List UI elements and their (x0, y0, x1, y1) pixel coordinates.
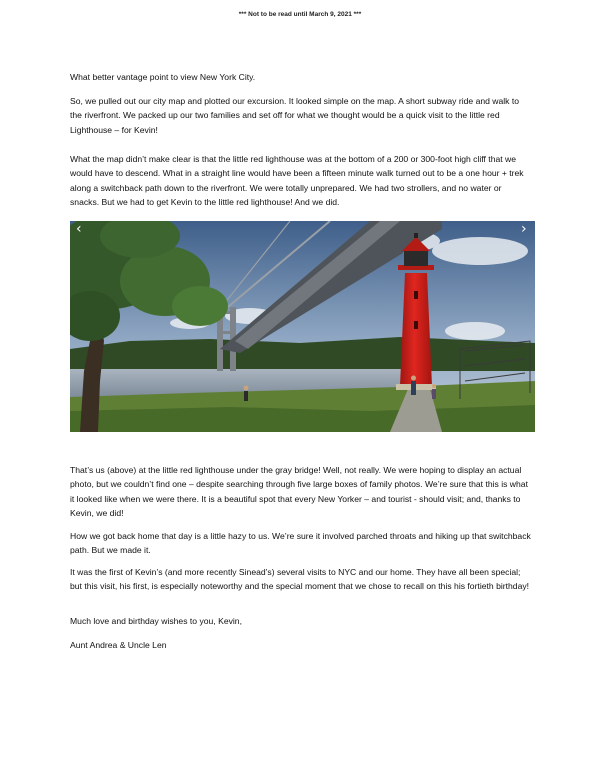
previous-arrow-icon[interactable]: ‹ (76, 221, 82, 237)
paragraph-photo-caption: That’s us (above) at the little red lighthouse under the gray bridge! Well, not really. We were hoping to display an actual photo, but we couldn’t find one – despite searching through five large boxes of family photos. We’re sure that this is what it looked like when we were there. It is a beautiful spot that every New Yorker – and tourist - should visit; and, thanks to Kevin, we did! (70, 465, 528, 518)
paragraph-excursion: So, we pulled out our city map and plotted our excursion. It looked simple on the map. A short subway ride and walk to the riverfront. We packed up our two families and set off for what we thought would be a quick visit to the little red Lighthouse – for Kevin! (70, 96, 520, 135)
paragraph-wishes: Much love and birthday wishes to you, Kevin, (70, 616, 242, 626)
next-arrow-icon[interactable]: › (521, 221, 527, 237)
paragraph-first-visit: It was the first of Kevin’s (and more recently Sinead’s) several visits to NYC and our home. They have all been special; but this visit, his first, is especially noteworthy and the special moment that we chose to recall on this his fortieth birthday! (70, 567, 530, 592)
lighthouse-photo (70, 221, 535, 432)
signature: Aunt Andrea & Uncle Len (70, 640, 167, 650)
paragraph-cliff: What the map didn’t make clear is that the little red lighthouse was at the bottom of a 200 or 300-foot high cliff that we would have to descend. What in a straight line would have been a fifteen minute walk turned out to be a one hour + trek along a switchback path down to the riverfront. We were totally unprepared. We had two strollers, and no water or snacks. But we had to get Kevin to the little red lighthouse! And we did. (70, 154, 524, 207)
header-note: *** Not to be read until March 9, 2021 *** (238, 11, 362, 18)
paragraph-getting-home: How we got back home that day is a little hazy to us. We’re sure it involved parched throats and hiking up that switchback path. But we made it. (70, 531, 531, 556)
paragraph-intro: What better vantage point to view New York City. (70, 72, 256, 82)
